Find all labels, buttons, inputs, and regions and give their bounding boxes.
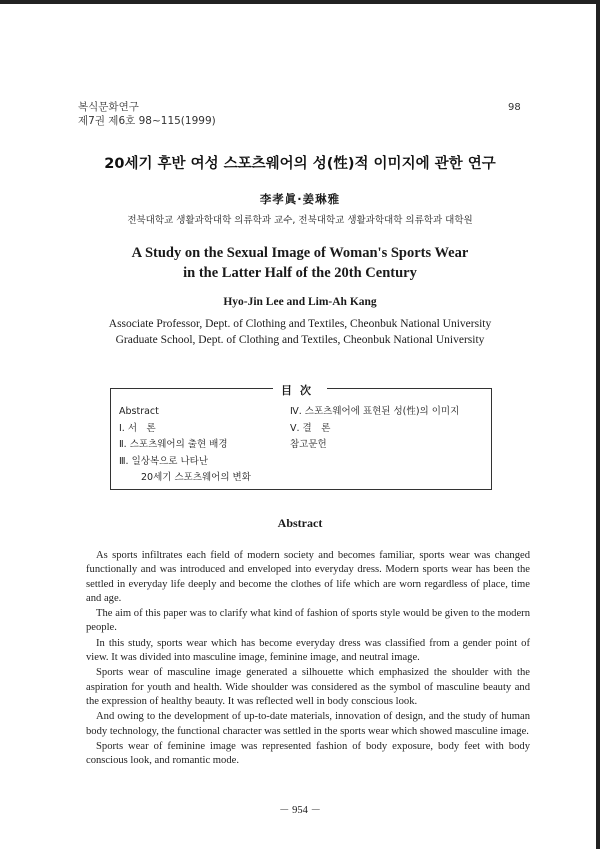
- scan-border-right: [596, 0, 600, 849]
- toc-item: 20세기 스포츠웨어의 변화: [141, 472, 251, 483]
- scan-border-top: [0, 0, 600, 4]
- toc-item: 참고문헌: [290, 439, 327, 450]
- corner-page-number: 98: [508, 102, 521, 113]
- toc-item: Ⅴ. 결 론: [290, 422, 331, 434]
- english-affiliation-line1: Associate Professor, Dept. of Clothing and Textiles, Cheonbuk National University: [108, 318, 492, 330]
- toc-item: Ⅲ. 일상복으로 나타난: [119, 455, 209, 467]
- english-affiliation: [0, 316, 600, 348]
- abstract-paragraph: As sports infiltrates each field of modern society and becomes familiar, sports wear was changed functionally and was introduced and enveloped into everyday dress. Modern sports wear has been the settled in everyday life deeply and become the clothes of life which are worn regardless of place, time and age.: [86, 550, 530, 604]
- authors-hanja: 李孝眞·姜琳雅: [259, 192, 341, 206]
- english-affiliation-line2: Graduate School, Dept. of Clothing and Textiles, Cheonbuk National University: [115, 334, 485, 346]
- toc-item: Ⅱ. 스포츠웨어의 출현 배경: [119, 439, 228, 450]
- footer-page-number: － 954 －: [279, 805, 321, 816]
- journal-name: 복식문화연구: [78, 101, 139, 113]
- abstract-paragraph: In this study, sports wear which has become everyday dress was classified from a gender point of view. It was divided into masculine image, feminine image, and neutral image.: [86, 637, 530, 664]
- abstract-heading: Abstract: [277, 516, 323, 530]
- toc-item: Ⅰ. 서 론: [119, 422, 156, 434]
- journal-header: [78, 100, 216, 128]
- abstract-paragraph: Sports wear of feminine image was represented fashion of body exposure, body feet with body conscious look, and romantic mode.: [86, 740, 530, 767]
- toc-heading-text: 目次: [273, 384, 327, 397]
- english-title-line1: A Study on the Sexual Image of Woman's Sports Wear: [131, 245, 469, 261]
- abstract-paragraph: And owing to the development of up-to-date materials, innovation of design, and the study of human body technology, the functional character was settled in the sports wear which showed masculine image.: [86, 711, 530, 737]
- english-title-line2: in the Latter Half of the 20th Century: [183, 265, 417, 281]
- korean-title: 20세기 후반 여성 스포츠웨어의 성(性)적 이미지에 관한 연구: [104, 156, 496, 172]
- english-title: [0, 243, 600, 283]
- toc-right-column: [290, 404, 459, 454]
- toc-left-column: [119, 404, 251, 487]
- abstract-paragraph: Sports wear of masculine image generated a silhouette which emphasized the shoulder with the aspiration for youth and health. Wide shoulder was considered as the symbol of masculine beauty and the expression of healthy beauty. It was reflected well in body conscious look.: [86, 667, 530, 707]
- toc-item: Abstract: [119, 406, 159, 417]
- toc-heading: [0, 379, 600, 398]
- korean-affiliation: 전북대학교 생활과학대학 의류학과 교수, 전북대학교 생활과학대학 의류학과 대학원: [127, 215, 473, 226]
- journal-volume: 제7권 제6호 98~115(1999): [78, 115, 216, 127]
- abstract-paragraph: The aim of this paper was to clarify what kind of fashion of sports style would be given to the modern people.: [86, 608, 530, 634]
- abstract-body: [86, 549, 530, 769]
- toc-item: Ⅳ. 스포츠웨어에 표현된 성(性)의 이미지: [290, 406, 460, 417]
- english-authors: Hyo-Jin Lee and Lim-Ah Kang: [223, 296, 377, 308]
